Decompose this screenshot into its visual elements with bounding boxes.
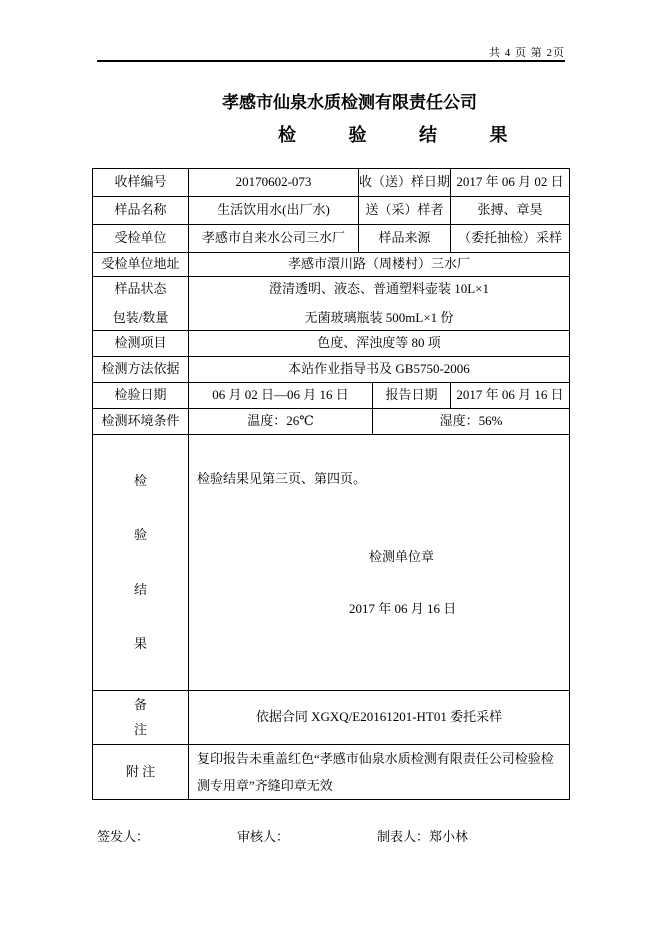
sample-state-value-line2: 无菌玻璃瓶装 500mL×1 份 bbox=[304, 310, 454, 325]
unit-address-value: 孝感市澴川路（周楼村）三水厂 bbox=[287, 256, 470, 272]
method-basis-label: 检测方法依据 bbox=[93, 357, 189, 382]
sampler-value: 张搏、章昊 bbox=[477, 202, 543, 218]
sample-source-value: （委托抽检）采样 bbox=[457, 230, 562, 246]
footnote-row bbox=[93, 745, 569, 799]
sample-name-value: 生活饮用水(出厂水) bbox=[189, 197, 359, 224]
result-section-row bbox=[93, 435, 569, 691]
signer-label: 签发人： bbox=[97, 829, 150, 844]
result-section-label bbox=[93, 435, 189, 690]
inspected-unit-value: 孝感市自来水公司三水厂 bbox=[189, 225, 359, 252]
remark-label-char: 备 bbox=[133, 696, 147, 712]
result-label-char: 果 bbox=[133, 635, 147, 651]
table-row bbox=[93, 331, 569, 357]
inspected-unit-label: 受检单位 bbox=[93, 225, 189, 252]
test-date-label: 检验日期 bbox=[93, 383, 189, 408]
test-items-value: 色度、浑浊度等 80 项 bbox=[317, 335, 441, 351]
result-label-char: 验 bbox=[133, 527, 147, 543]
result-note: 检验结果见第三页、第四页。 bbox=[197, 471, 367, 486]
table-row bbox=[93, 197, 569, 225]
sample-name-label: 样品名称 bbox=[93, 197, 189, 224]
result-label-char: 检 bbox=[133, 473, 147, 488]
environment-label: 检测环境条件 bbox=[93, 409, 189, 434]
preparer-label: 制表人：郑小林 bbox=[377, 829, 469, 844]
remark-value: 依据合同 XGXQ/E20161201-HT01 委托采样 bbox=[255, 709, 503, 725]
sample-no-value: 20170602-073 bbox=[189, 169, 359, 196]
receive-date-label: 收（送）样日期 bbox=[359, 169, 451, 196]
unit-address-label: 受检单位地址 bbox=[93, 253, 189, 276]
stamp-unit-label: 检测单位章 bbox=[369, 549, 435, 564]
sample-state-label bbox=[93, 277, 189, 330]
reviewer-label: 审核人： bbox=[237, 829, 290, 844]
temperature-value: 温度：26℃ bbox=[189, 409, 373, 434]
table-row bbox=[93, 225, 569, 253]
company-title: 孝感市仙泉水质检测有限责任公司 bbox=[222, 93, 477, 112]
sample-state-label-line2: 包装/数量 bbox=[112, 310, 169, 325]
sampler-label: 送（采）样者 bbox=[359, 197, 451, 224]
remark-label-char: 注 bbox=[133, 722, 147, 737]
table-row bbox=[93, 409, 569, 435]
table-row bbox=[93, 277, 569, 331]
test-items-label: 检测项目 bbox=[93, 331, 189, 356]
result-date: 2017 年 06 月 16 日 bbox=[349, 601, 457, 616]
table-row bbox=[93, 357, 569, 383]
footnote-value: 复印报告未重盖红色“孝感市仙泉水质检测有限责任公司检验检测专用章”齐缝印章无效 bbox=[197, 751, 554, 793]
table-row bbox=[93, 169, 569, 197]
sample-state-label-line1: 样品状态 bbox=[114, 280, 167, 296]
result-section-content bbox=[189, 435, 569, 690]
report-date-value: 2017 年 06 月 16 日 bbox=[456, 387, 564, 403]
report-table bbox=[92, 168, 570, 800]
receive-date-value: 2017 年 06 月 02 日 bbox=[456, 174, 564, 190]
page-number: 共 4 页 第 2页 bbox=[489, 47, 565, 59]
remark-row bbox=[93, 691, 569, 745]
report-date-label: 报告日期 bbox=[373, 383, 451, 408]
footnote-label: 附 注 bbox=[93, 745, 189, 799]
table-row bbox=[93, 383, 569, 409]
sample-state-value bbox=[189, 277, 569, 330]
table-row bbox=[93, 253, 569, 277]
header-rule bbox=[97, 60, 565, 62]
humidity-value: 湿度：56% bbox=[439, 413, 503, 429]
remark-label bbox=[93, 691, 189, 744]
sample-state-value-line1: 澄清透明、液态、普通塑料壶装 10L×1 bbox=[268, 280, 490, 296]
result-label-char: 结 bbox=[133, 581, 147, 597]
sample-no-label: 收样编号 bbox=[93, 169, 189, 196]
test-date-value: 06 月 02 日—06 月 16 日 bbox=[189, 383, 373, 408]
report-subtitle: 检 验 结 果 bbox=[278, 125, 532, 145]
sample-source-label: 样品来源 bbox=[359, 225, 451, 252]
method-basis-value: 本站作业指导书及 GB5750-2006 bbox=[288, 361, 470, 377]
